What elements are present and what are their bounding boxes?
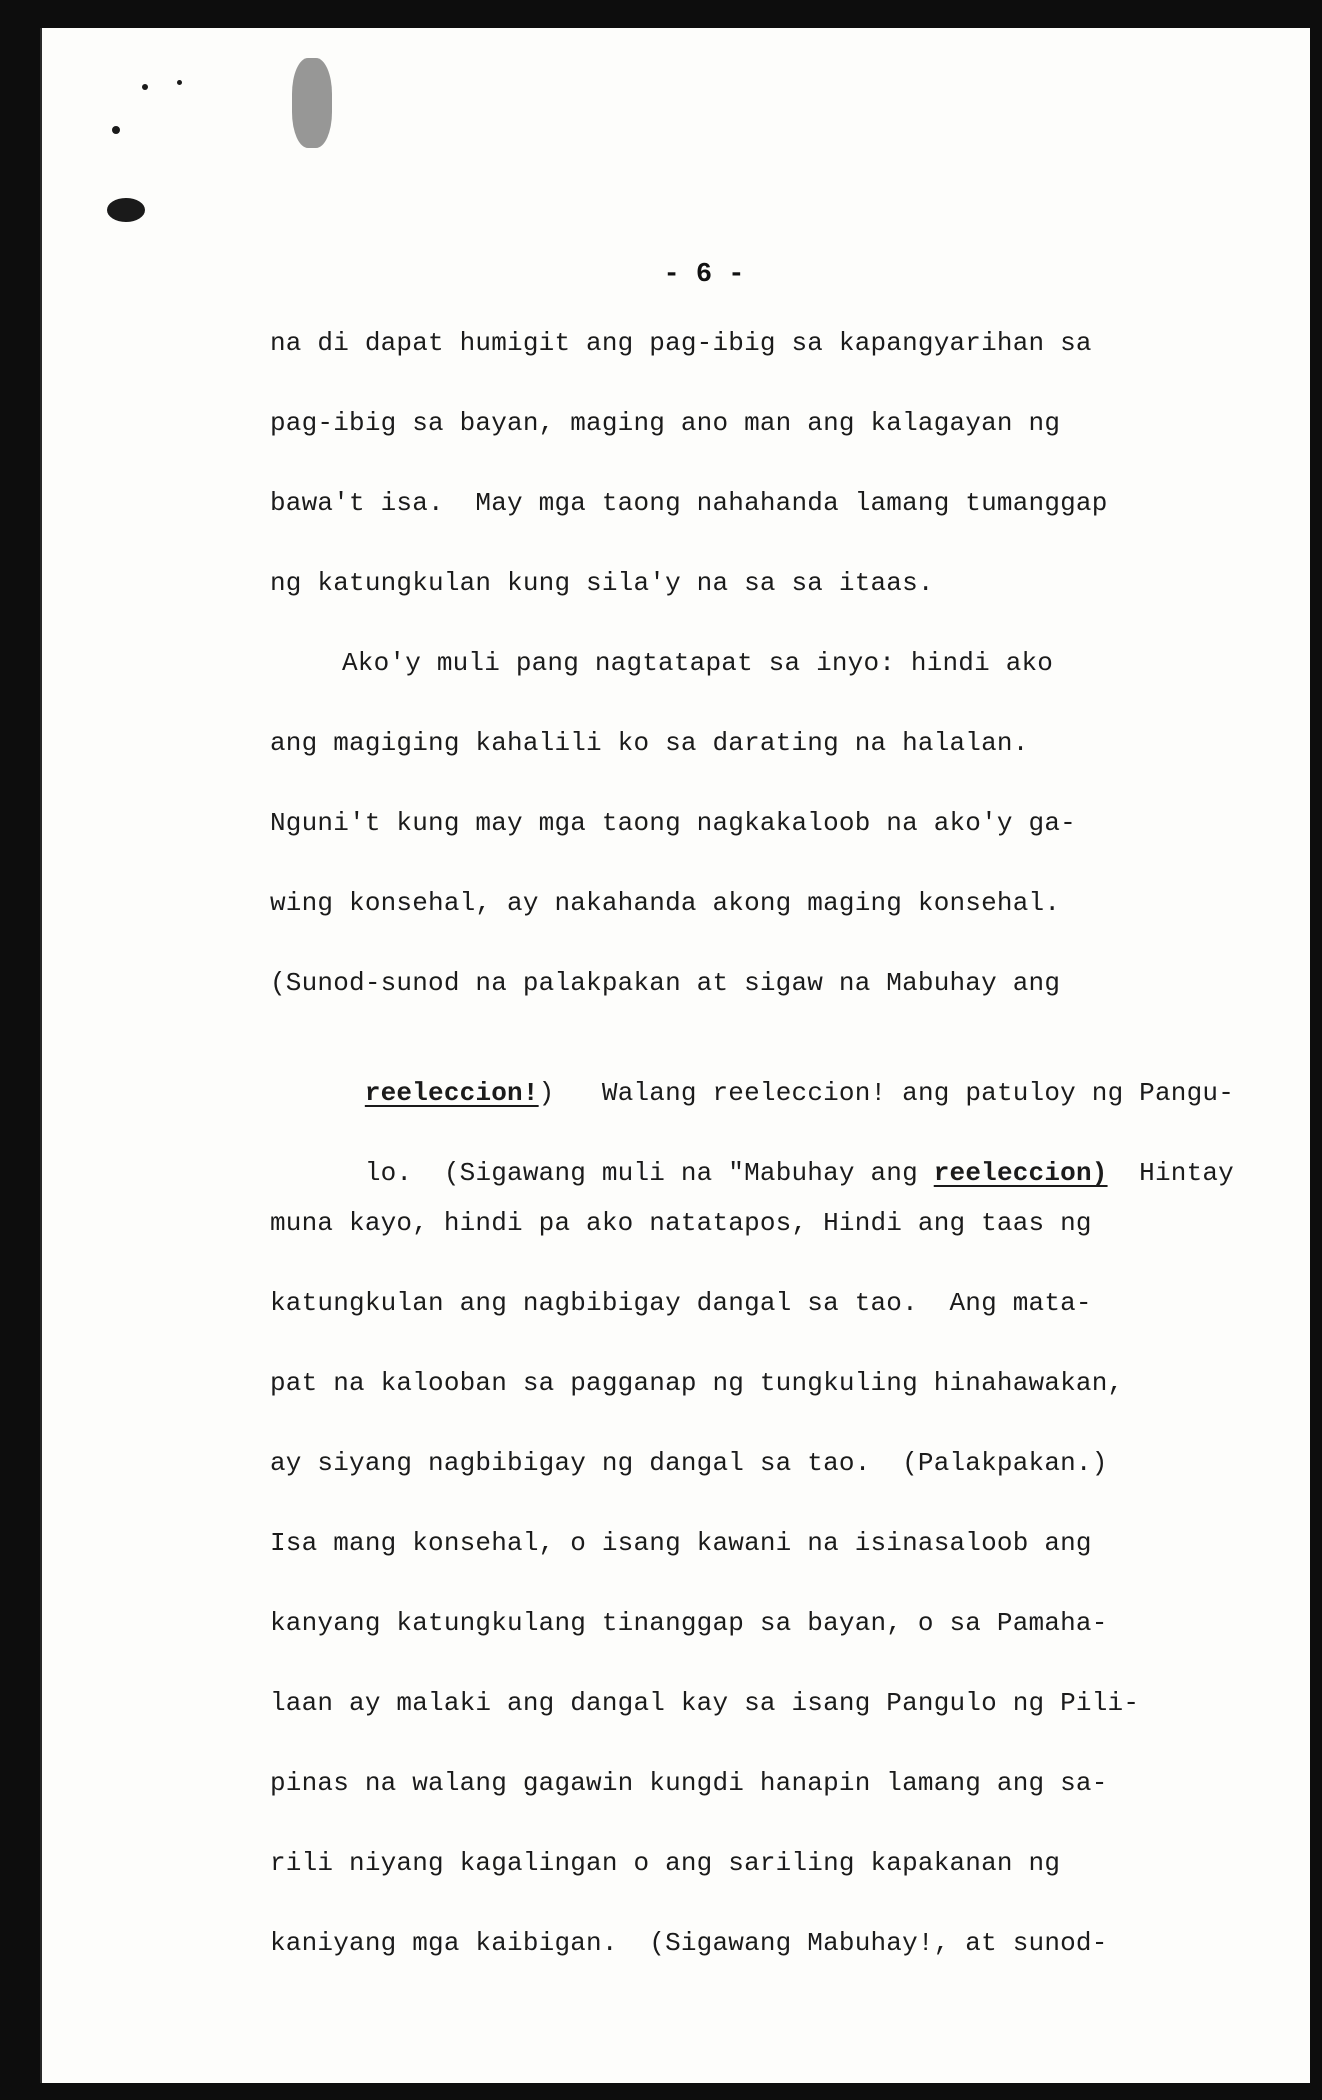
text-line: Isa mang konsehal, o isang kawani na isinasaloob ang	[270, 1528, 1092, 1558]
closing-paren: )	[538, 1078, 555, 1108]
text-line: ng katungkulan kung sila'y na sa sa itaas.	[270, 568, 934, 598]
text-line: Ako'y muli pang nagtatapat sa inyo: hindi ako	[342, 648, 1054, 678]
line-segment: Walang reeleccion! ang patuloy ng Pangu-	[601, 1078, 1234, 1108]
text-line: rili niyang kagalingan o ang sariling kapakanan ng	[270, 1848, 1061, 1878]
text-line: kaniyang mga kaibigan. (Sigawang Mabuhay!, at sunod-	[270, 1928, 1108, 1958]
text-line: ay siyang nagbibigay ng dangal sa tao. (Palakpakan.)	[270, 1448, 1108, 1478]
text-line: kanyang katungkulang tinanggap sa bayan, o sa Pamaha-	[270, 1608, 1108, 1638]
document-page	[40, 28, 1310, 2083]
text-line: ang magiging kahalili ko sa darating na halalan.	[270, 728, 1029, 758]
body-text	[42, 28, 1310, 2083]
text-line: wing konsehal, ay nakahanda akong maging konsehal.	[270, 888, 1061, 918]
text-line	[270, 1128, 1234, 1218]
text-line: (Sunod-sunod na palakpakan at sigaw na Mabuhay ang	[270, 968, 1061, 998]
text-line: na di dapat humigit ang pag-ibig sa kapangyarihan sa	[270, 328, 1092, 358]
underlined-term: reeleccion!	[364, 1078, 539, 1108]
text-line: katungkulan ang nagbibigay dangal sa tao. Ang mata-	[270, 1288, 1092, 1318]
underlined-term: reeleccion)	[933, 1158, 1108, 1188]
line-segment: Hintay	[1139, 1158, 1234, 1188]
line-segment: lo. (Sigawang muli na "Mabuhay ang	[364, 1158, 918, 1188]
text-line: Nguni't kung may mga taong nagkakaloob na ako'y ga-	[270, 808, 1076, 838]
text-line: pag-ibig sa bayan, maging ano man ang kalagayan ng	[270, 408, 1061, 438]
text-line: laan ay malaki ang dangal kay sa isang Pangulo ng Pili-	[270, 1688, 1140, 1718]
text-line: pat na kalooban sa pagganap ng tungkuling hinahawakan,	[270, 1368, 1124, 1398]
page-number: - 6 -	[663, 260, 745, 290]
text-line	[270, 1048, 1234, 1138]
text-line: pinas na walang gagawin kungdi hanapin lamang ang sa-	[270, 1768, 1108, 1798]
text-line: muna kayo, hindi pa ako natatapos, Hindi ang taas ng	[270, 1208, 1092, 1238]
text-line: bawa't isa. May mga taong nahahanda lamang tumanggap	[270, 488, 1108, 518]
